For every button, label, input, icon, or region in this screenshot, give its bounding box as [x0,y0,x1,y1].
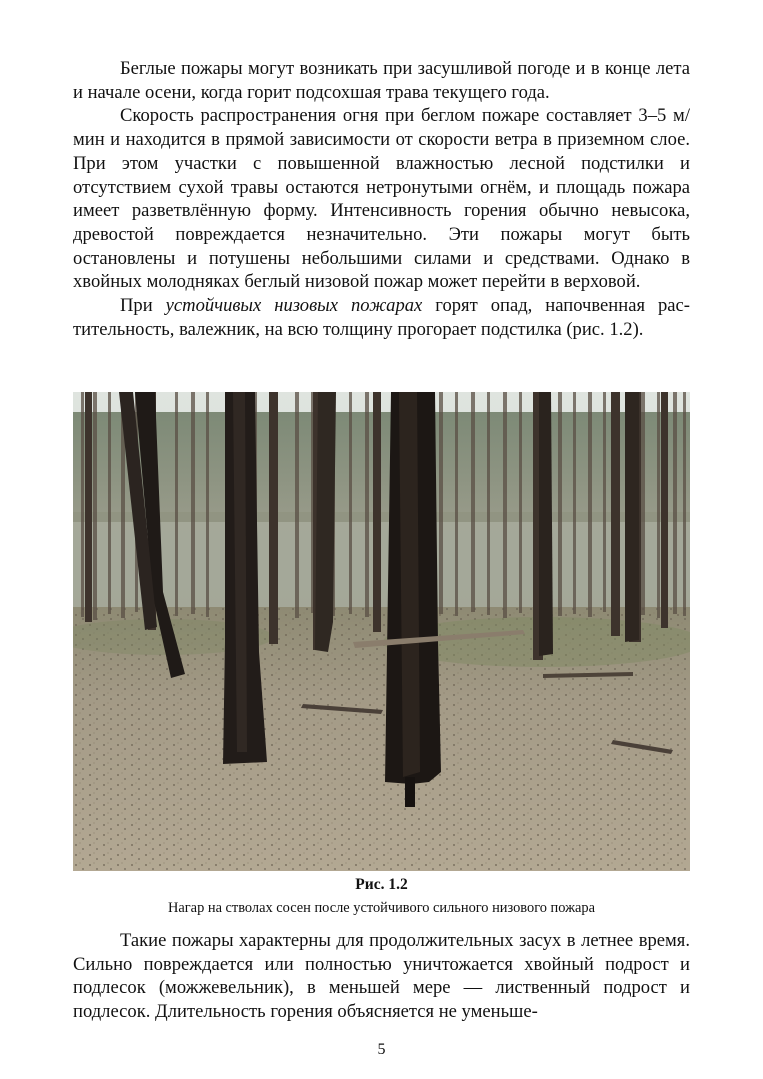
page-number: 5 [377,1041,386,1058]
body-text-bottom [73,929,690,1024]
figure-label: Рис. 1.2 [355,876,408,893]
paragraph-2: Скорость распространения огня при беглом пожаре составляет 3–5 м/мин и находится в прямой зависимости от скорости ветра в приземном слое. При этом участки с повышенной влажностью лесной подстилки и отсутствием сухой травы остаются нетронутыми огнём, и площадь пожара имеет разветвлённую форму. Интенсивность горения обычно невысока, древостой повреждается незначительно. Эти пожары могут быть остановлены и потушены небольшими силами и средствами. Однако в хвойных молодняках беглый низовой пожар может перейти в верховой. [73,105,690,293]
paragraph-3-emphasis: устойчивых низовых пожарах [165,295,423,317]
paragraph-4: Такие пожары характерны для продолжительных засух в летнее время. Сильно повреждается или полностью уничтожается хвойный подрост и подлесок (можжевельник), в меньшей мере — лиственный подрост и подлесок. Длительность горения объясняется не уменьше- [73,930,690,1023]
paragraph-3-rest: горят опад, напочвенная растительность, валежник, на всю толщину прогорает подстилка (рис. 1.2). [73,295,690,340]
forest-photo [73,392,690,871]
paragraph-1: Беглые пожары могут возникать при засушливой погоде и в конце лета и начале осени, когда горит подсохшая трава текущего года. [73,58,690,103]
body-text-top [73,57,690,341]
paragraph-3 [73,294,690,341]
paragraph-3-lead: При [120,295,166,317]
figure-caption: Нагар на стволах сосен после устойчивого сильного низового пожара [168,900,595,916]
figure-photo-burned-pine-forest [73,392,690,871]
